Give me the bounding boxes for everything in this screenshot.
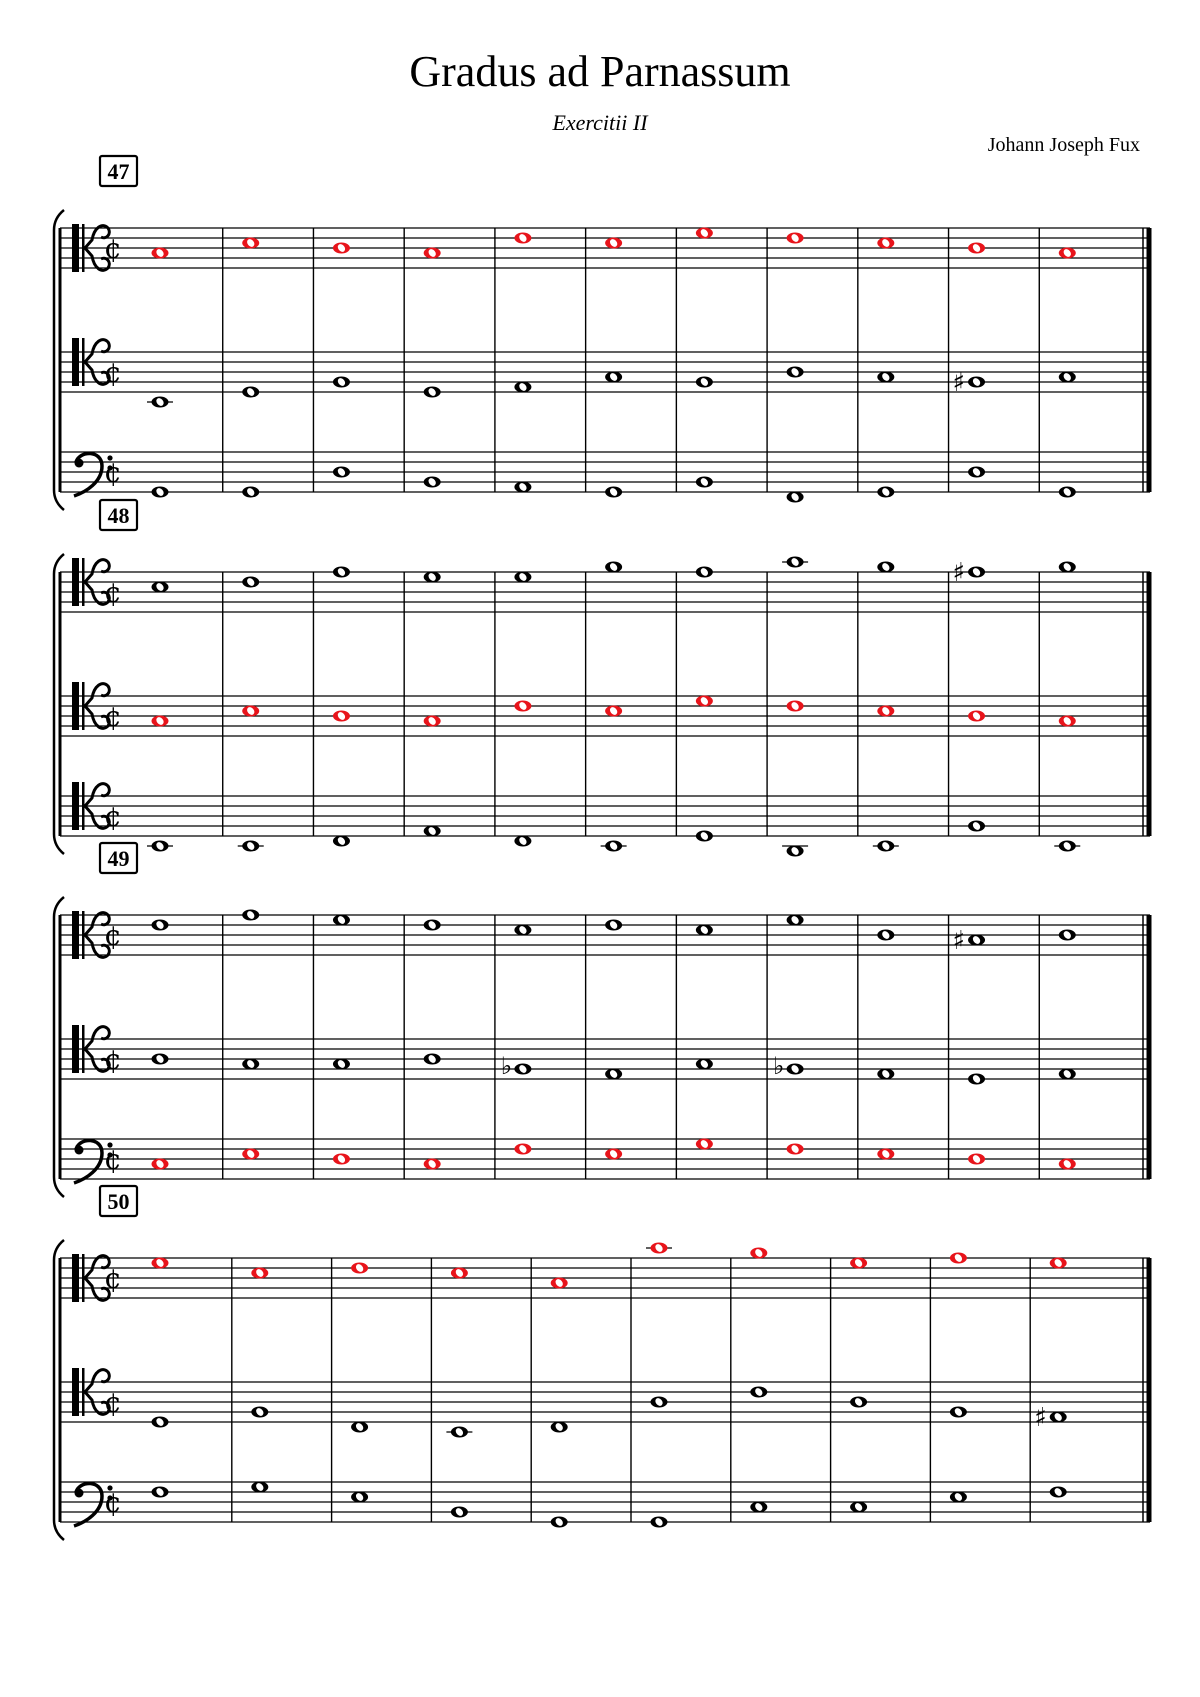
whole-note-1-2-10: [1059, 841, 1076, 852]
whole-note-3-2-5: [651, 1517, 668, 1528]
whole-note-0-1-8: [877, 372, 894, 383]
whole-note-2-1-9: [968, 1074, 985, 1085]
time-signature-0-0: ¢: [104, 232, 122, 265]
whole-note-1-2-9: [968, 821, 985, 832]
time-signature-3-2: ¢: [104, 1486, 122, 1519]
whole-note-0-2-7: [787, 492, 804, 503]
whole-note-1-1-0: [152, 716, 169, 727]
whole-note-1-0-6: [696, 567, 713, 578]
whole-note-1-0-4: [514, 572, 531, 583]
whole-note-3-1-7: [850, 1397, 867, 1408]
whole-note-2-0-5: [605, 920, 622, 931]
time-signature-1-0: ¢: [104, 576, 122, 609]
whole-note-2-1-7: [787, 1064, 804, 1075]
whole-note-2-1-3: [424, 1054, 441, 1065]
whole-note-2-0-3: [424, 920, 441, 931]
whole-note-2-0-0: [152, 920, 169, 931]
whole-note-0-0-6: [696, 228, 713, 239]
accidental-flat-2-1-7: ♭: [773, 1052, 785, 1080]
whole-note-2-2-7: [787, 1144, 804, 1155]
page-subtitle: Exercitii II: [552, 110, 648, 135]
whole-note-3-0-5: [651, 1243, 668, 1254]
whole-note-3-2-7: [850, 1502, 867, 1513]
whole-note-3-2-2: [351, 1492, 368, 1503]
whole-note-3-2-1: [251, 1482, 268, 1493]
whole-note-3-1-2: [351, 1422, 368, 1433]
whole-note-1-0-9: [968, 567, 985, 578]
whole-note-0-1-0: [152, 397, 169, 408]
whole-note-1-0-8: [877, 562, 894, 573]
whole-note-2-1-6: [696, 1059, 713, 1070]
accidental-flat-2-1-4: ♭: [500, 1052, 513, 1080]
whole-note-2-2-2: [333, 1154, 350, 1165]
whole-note-1-1-8: [877, 706, 894, 717]
whole-note-2-0-10: [1059, 930, 1076, 941]
whole-note-0-1-10: [1059, 372, 1076, 383]
whole-note-0-1-7: [787, 367, 804, 378]
whole-note-3-1-8: [950, 1407, 967, 1418]
whole-note-2-1-1: [242, 1059, 259, 1070]
whole-note-0-0-5: [605, 238, 622, 249]
whole-note-3-0-1: [251, 1268, 268, 1279]
whole-note-0-0-8: [877, 238, 894, 249]
whole-note-2-0-2: [333, 915, 350, 926]
whole-note-2-0-4: [514, 925, 531, 936]
whole-note-0-2-6: [696, 477, 713, 488]
measure-number-1: 48: [107, 503, 130, 528]
whole-note-2-2-6: [696, 1139, 713, 1150]
whole-note-0-2-10: [1059, 487, 1076, 498]
whole-note-2-2-3: [424, 1159, 441, 1170]
accidental-sharp-1-0-9: ♯: [952, 558, 966, 588]
whole-note-0-1-3: [424, 387, 441, 398]
whole-note-1-2-0: [152, 841, 169, 852]
whole-note-2-1-10: [1059, 1069, 1076, 1080]
whole-note-0-0-10: [1059, 248, 1076, 259]
time-signature-1-2: ¢: [104, 800, 122, 833]
whole-note-0-1-4: [514, 382, 531, 393]
whole-note-0-2-1: [242, 487, 259, 498]
measure-number-0: 47: [107, 159, 130, 184]
whole-note-0-1-6: [696, 377, 713, 388]
whole-note-0-2-9: [968, 467, 985, 478]
measure-number-3: 50: [107, 1189, 130, 1214]
whole-note-1-2-6: [696, 831, 713, 842]
whole-note-1-2-7: [787, 846, 804, 857]
whole-note-3-1-9: [1050, 1412, 1067, 1423]
whole-note-0-2-3: [424, 477, 441, 488]
time-signature-0-1: ¢: [104, 356, 122, 389]
time-signature-1-1: ¢: [104, 700, 122, 733]
whole-note-3-1-5: [651, 1397, 668, 1408]
whole-note-2-1-8: [877, 1069, 894, 1080]
whole-note-3-2-6: [750, 1502, 767, 1513]
whole-note-0-1-9: [968, 377, 985, 388]
whole-note-0-1-1: [242, 387, 259, 398]
whole-note-2-2-9: [968, 1154, 985, 1165]
whole-note-1-1-10: [1059, 716, 1076, 727]
whole-note-1-1-1: [242, 706, 259, 717]
whole-note-3-0-6: [750, 1248, 767, 1259]
whole-note-3-0-3: [451, 1268, 468, 1279]
whole-note-3-1-3: [451, 1427, 468, 1438]
whole-note-1-2-1: [242, 841, 259, 852]
whole-note-2-2-0: [152, 1159, 169, 1170]
whole-note-1-0-5: [605, 562, 622, 573]
whole-note-1-1-2: [333, 711, 350, 722]
whole-note-2-2-10: [1059, 1159, 1076, 1170]
whole-note-0-2-4: [514, 482, 531, 493]
time-signature-3-1: ¢: [104, 1386, 122, 1419]
whole-note-3-2-9: [1050, 1487, 1067, 1498]
whole-note-0-0-2: [333, 243, 350, 254]
time-signature-2-0: ¢: [104, 919, 122, 952]
whole-note-1-1-4: [514, 701, 531, 712]
whole-note-1-0-2: [333, 567, 350, 578]
whole-note-0-2-5: [605, 487, 622, 498]
whole-note-2-1-0: [152, 1054, 169, 1065]
whole-note-1-0-7: [787, 557, 804, 568]
whole-note-3-2-8: [950, 1492, 967, 1503]
whole-note-3-0-8: [950, 1253, 967, 1264]
whole-note-3-1-0: [152, 1417, 169, 1428]
whole-note-2-1-4: [514, 1064, 531, 1075]
whole-note-3-2-3: [451, 1507, 468, 1518]
whole-note-0-1-2: [333, 377, 350, 388]
whole-note-1-1-3: [424, 716, 441, 727]
whole-note-1-0-0: [152, 582, 169, 593]
whole-note-1-1-6: [696, 696, 713, 707]
whole-note-0-0-7: [787, 233, 804, 244]
whole-note-1-0-10: [1059, 562, 1076, 573]
whole-note-3-0-9: [1050, 1258, 1067, 1269]
whole-note-3-2-0: [152, 1487, 169, 1498]
whole-note-2-1-2: [333, 1059, 350, 1070]
whole-note-1-2-4: [514, 836, 531, 847]
whole-note-3-0-4: [551, 1278, 568, 1289]
whole-note-2-2-8: [877, 1149, 894, 1160]
whole-note-2-1-5: [605, 1069, 622, 1080]
whole-note-1-1-5: [605, 706, 622, 717]
whole-note-1-0-3: [424, 572, 441, 583]
whole-note-0-0-1: [242, 238, 259, 249]
whole-note-0-0-3: [424, 248, 441, 259]
whole-note-2-0-9: [968, 935, 985, 946]
whole-note-2-0-7: [787, 915, 804, 926]
time-signature-2-2: ¢: [104, 1143, 122, 1176]
whole-note-2-2-5: [605, 1149, 622, 1160]
whole-note-3-1-6: [750, 1387, 767, 1398]
whole-note-1-1-9: [968, 711, 985, 722]
whole-note-1-0-1: [242, 577, 259, 588]
whole-note-2-0-8: [877, 930, 894, 941]
whole-note-0-2-2: [333, 467, 350, 478]
composer-name: Johann Joseph Fux: [987, 134, 1140, 156]
accidental-sharp-2-0-9: ♯: [952, 926, 966, 956]
whole-note-3-0-0: [152, 1258, 169, 1269]
whole-note-3-0-2: [351, 1263, 368, 1274]
whole-note-0-0-4: [514, 233, 531, 244]
whole-note-0-0-9: [968, 243, 985, 254]
whole-note-1-2-5: [605, 841, 622, 852]
time-signature-0-2: ¢: [104, 456, 122, 489]
whole-note-1-2-8: [877, 841, 894, 852]
time-signature-2-1: ¢: [104, 1043, 122, 1076]
whole-note-0-2-0: [152, 487, 169, 498]
whole-note-1-1-7: [787, 701, 804, 712]
whole-note-2-0-6: [696, 925, 713, 936]
whole-note-3-2-4: [551, 1517, 568, 1528]
whole-note-2-2-4: [514, 1144, 531, 1155]
whole-note-2-0-1: [242, 910, 259, 921]
page-title: Gradus ad Parnassum: [409, 47, 791, 96]
measure-number-2: 49: [107, 846, 130, 871]
whole-note-1-2-2: [333, 836, 350, 847]
whole-note-3-1-1: [251, 1407, 268, 1418]
whole-note-2-2-1: [242, 1149, 259, 1160]
whole-note-0-0-0: [152, 248, 169, 259]
whole-note-0-2-8: [877, 487, 894, 498]
accidental-sharp-0-1-9: ♯: [952, 368, 966, 398]
whole-note-3-1-4: [551, 1422, 568, 1433]
time-signature-3-0: ¢: [104, 1262, 122, 1295]
whole-note-3-0-7: [850, 1258, 867, 1269]
whole-note-1-2-3: [424, 826, 441, 837]
accidental-sharp-3-1-9: ♯: [1034, 1403, 1047, 1433]
whole-note-0-1-5: [605, 372, 622, 383]
